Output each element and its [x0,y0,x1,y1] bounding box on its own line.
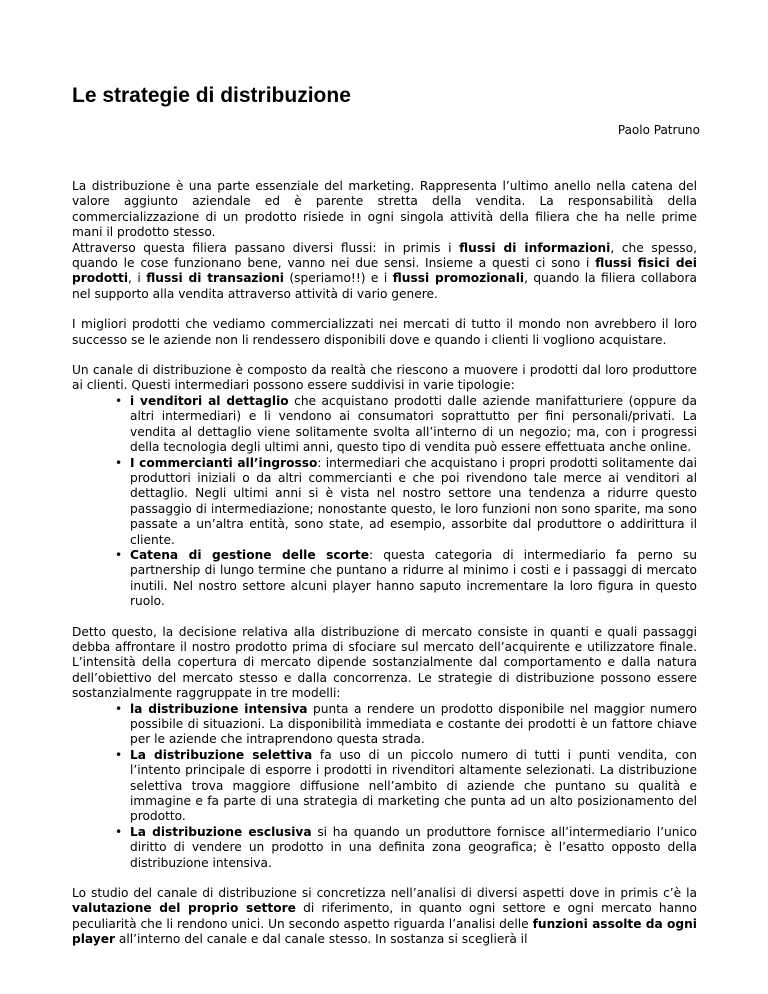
list-item [72,702,697,748]
paragraph-text: , che spesso, quando le cose funzionano bene, vanno nei due sensi. Insieme a questi ci sono i [72,240,697,271]
paragraph-text: , quando la filiera collabora nel supporto alla vendita attraverso attività di vario genere. [72,271,697,301]
list-item-text: che acquistano prodotti dalle aziende manifatturiere (oppure da altri intermediari) e li vendono ai consumatori soprattutto per fini personali/privati. La vendita al dettaglio viene solitamente svolta all’interno di un negozio; ma, con i progressi della tecnologia degli ultimi anni, questo tipo di vendita può essere effettuata anche online. [130,393,697,455]
bold-term: I commercianti all’ingrosso [130,455,318,470]
paragraph-analysis [72,886,697,948]
list-item-text: : questa categoria di intermediario fa perno su partnership di lungo termine che puntano a ridurre al minimo i costi e i passaggi di mercato inutili. Nel nostro settore alcuni player hanno saputo incrementare la loro figura in questo ruolo. [130,547,697,609]
strategies-list [72,702,697,871]
bold-term: valutazione del proprio settore [72,901,296,916]
paragraph-text: La distribuzione è una parte essenziale del marketing. Rappresenta l’ultimo anello nella catena del valore aggiunto aziendale ed è parente stretta della vendita. La responsabilità della commercializzazione di un prodotto risiede in ogni singola attività della filiera che ha nelle prime mani il prodotto stesso. [72,179,697,240]
list-item-text: : intermediari che acquistano i propri prodotti solitamente dai produttori iniziali o da altri commercianti e che poi rivendono tale merce ai venditori al dettaglio. Negli ultimi anni si è vista nel nostro settore una tendenza a ridurre questo passaggio di intermediazione; nonostante questo, le loro funzioni non sono sparite, ma sono passate a un’altra entità, sono state, ad esempio, assorbite dal produttore o addirittura il cliente. [130,455,697,547]
author-name: Paolo Patruno [617,123,700,137]
bold-term: flussi fisici dei prodotti [72,256,697,286]
intermediaries-list [72,394,697,610]
bold-term: flussi promozionali [392,271,525,286]
document-title: Le strategie di distribuzione [72,84,351,107]
bold-term: funzioni assolte da ogni player [72,916,697,947]
paragraph-decision: Detto questo, la decisione relativa alla distribuzione di mercato consiste in quanti e quali passaggi debba affrontare il nostro prodotto prima di sfociare sul mercato dell’acquirente e utilizzatore finale. L’intensità della copertura di mercato dipende sostanzialmente dal comportamento e dalla natura dell’obiettivo del mercato stesso e dalla concorrenza. Le strategie di distribuzione possono essere sostanzialmente raggruppate in tre modelli: [72,624,697,701]
paragraph-text: all’interno del canale e dal canale stesso. In sostanza si sceglierà il [114,932,528,947]
list-item-text: si ha quando un produttore fornisce all’intermediario l’unico diritto di vendere un prodotto in una definita zona geografica; è l’esatto opposto della distribuzione intensiva. [130,824,697,870]
bold-term: La distribuzione selettiva [130,747,313,762]
paragraph-text: di riferimento, in quanto ogni settore e ogni mercato hanno peculiarità che li rendono unici. Un secondo aspetto riguarda l’analisi delle [72,901,697,931]
paragraph-text: Lo studio del canale di distribuzione si concretizza nell’analisi di diversi aspetti dove in primis c’è la [72,886,697,901]
paragraph-channel: Un canale di distribuzione è composto da realtà che riescono a muovere i prodotti dal loro produttore ai clienti. Questi intermediari possono essere suddivisi in varie tipologie: [72,363,697,393]
list-item [72,748,697,825]
paragraph-intro [72,179,697,241]
list-item [72,394,697,456]
bold-term: la distribuzione intensiva [130,701,308,716]
bold-term: flussi di transazioni [146,271,284,286]
paragraph-flows [72,241,697,303]
paragraph-products: I migliori prodotti che vediamo commercializzati nei mercati di tutto il mondo non avrebbero il loro successo se le aziende non li rendessero disponibili dove e quando i clienti li vogliono acquistare. [72,317,697,347]
paragraph-text: Attraverso questa filiera passano diversi flussi: in primis i [72,240,460,255]
bold-term: i venditori al dettaglio [130,393,289,408]
list-item [72,825,697,871]
bold-term: flussi di informazioni [459,240,611,255]
list-item [72,548,697,610]
list-item [72,456,697,548]
bold-term: Catena di gestione delle scorte [130,547,370,562]
bold-term: La distribuzione esclusiva [130,824,312,839]
paragraph-text: (speriamo!!) e i [283,271,393,286]
paragraph-text: , i [128,271,147,286]
document-body [72,179,697,948]
list-item-text: fa uso di un piccolo numero di tutti i punti vendita, con l’intento principale di esporre i prodotti in rivenditori altamente selezionati. La distribuzione selettiva trova maggiore diffusione nell’ambito di aziende che puntano su qualità e immagine e fa parte di una strategia di marketing che punta ad un alto posizionamento del prodotto. [130,747,697,824]
list-item-text: punta a rendere un prodotto disponibile nel maggior numero possibile di situazioni. La disponibilità immediata e costante dei prodotti è un fattore chiave per le aziende che intraprendono questa strada. [130,701,697,747]
